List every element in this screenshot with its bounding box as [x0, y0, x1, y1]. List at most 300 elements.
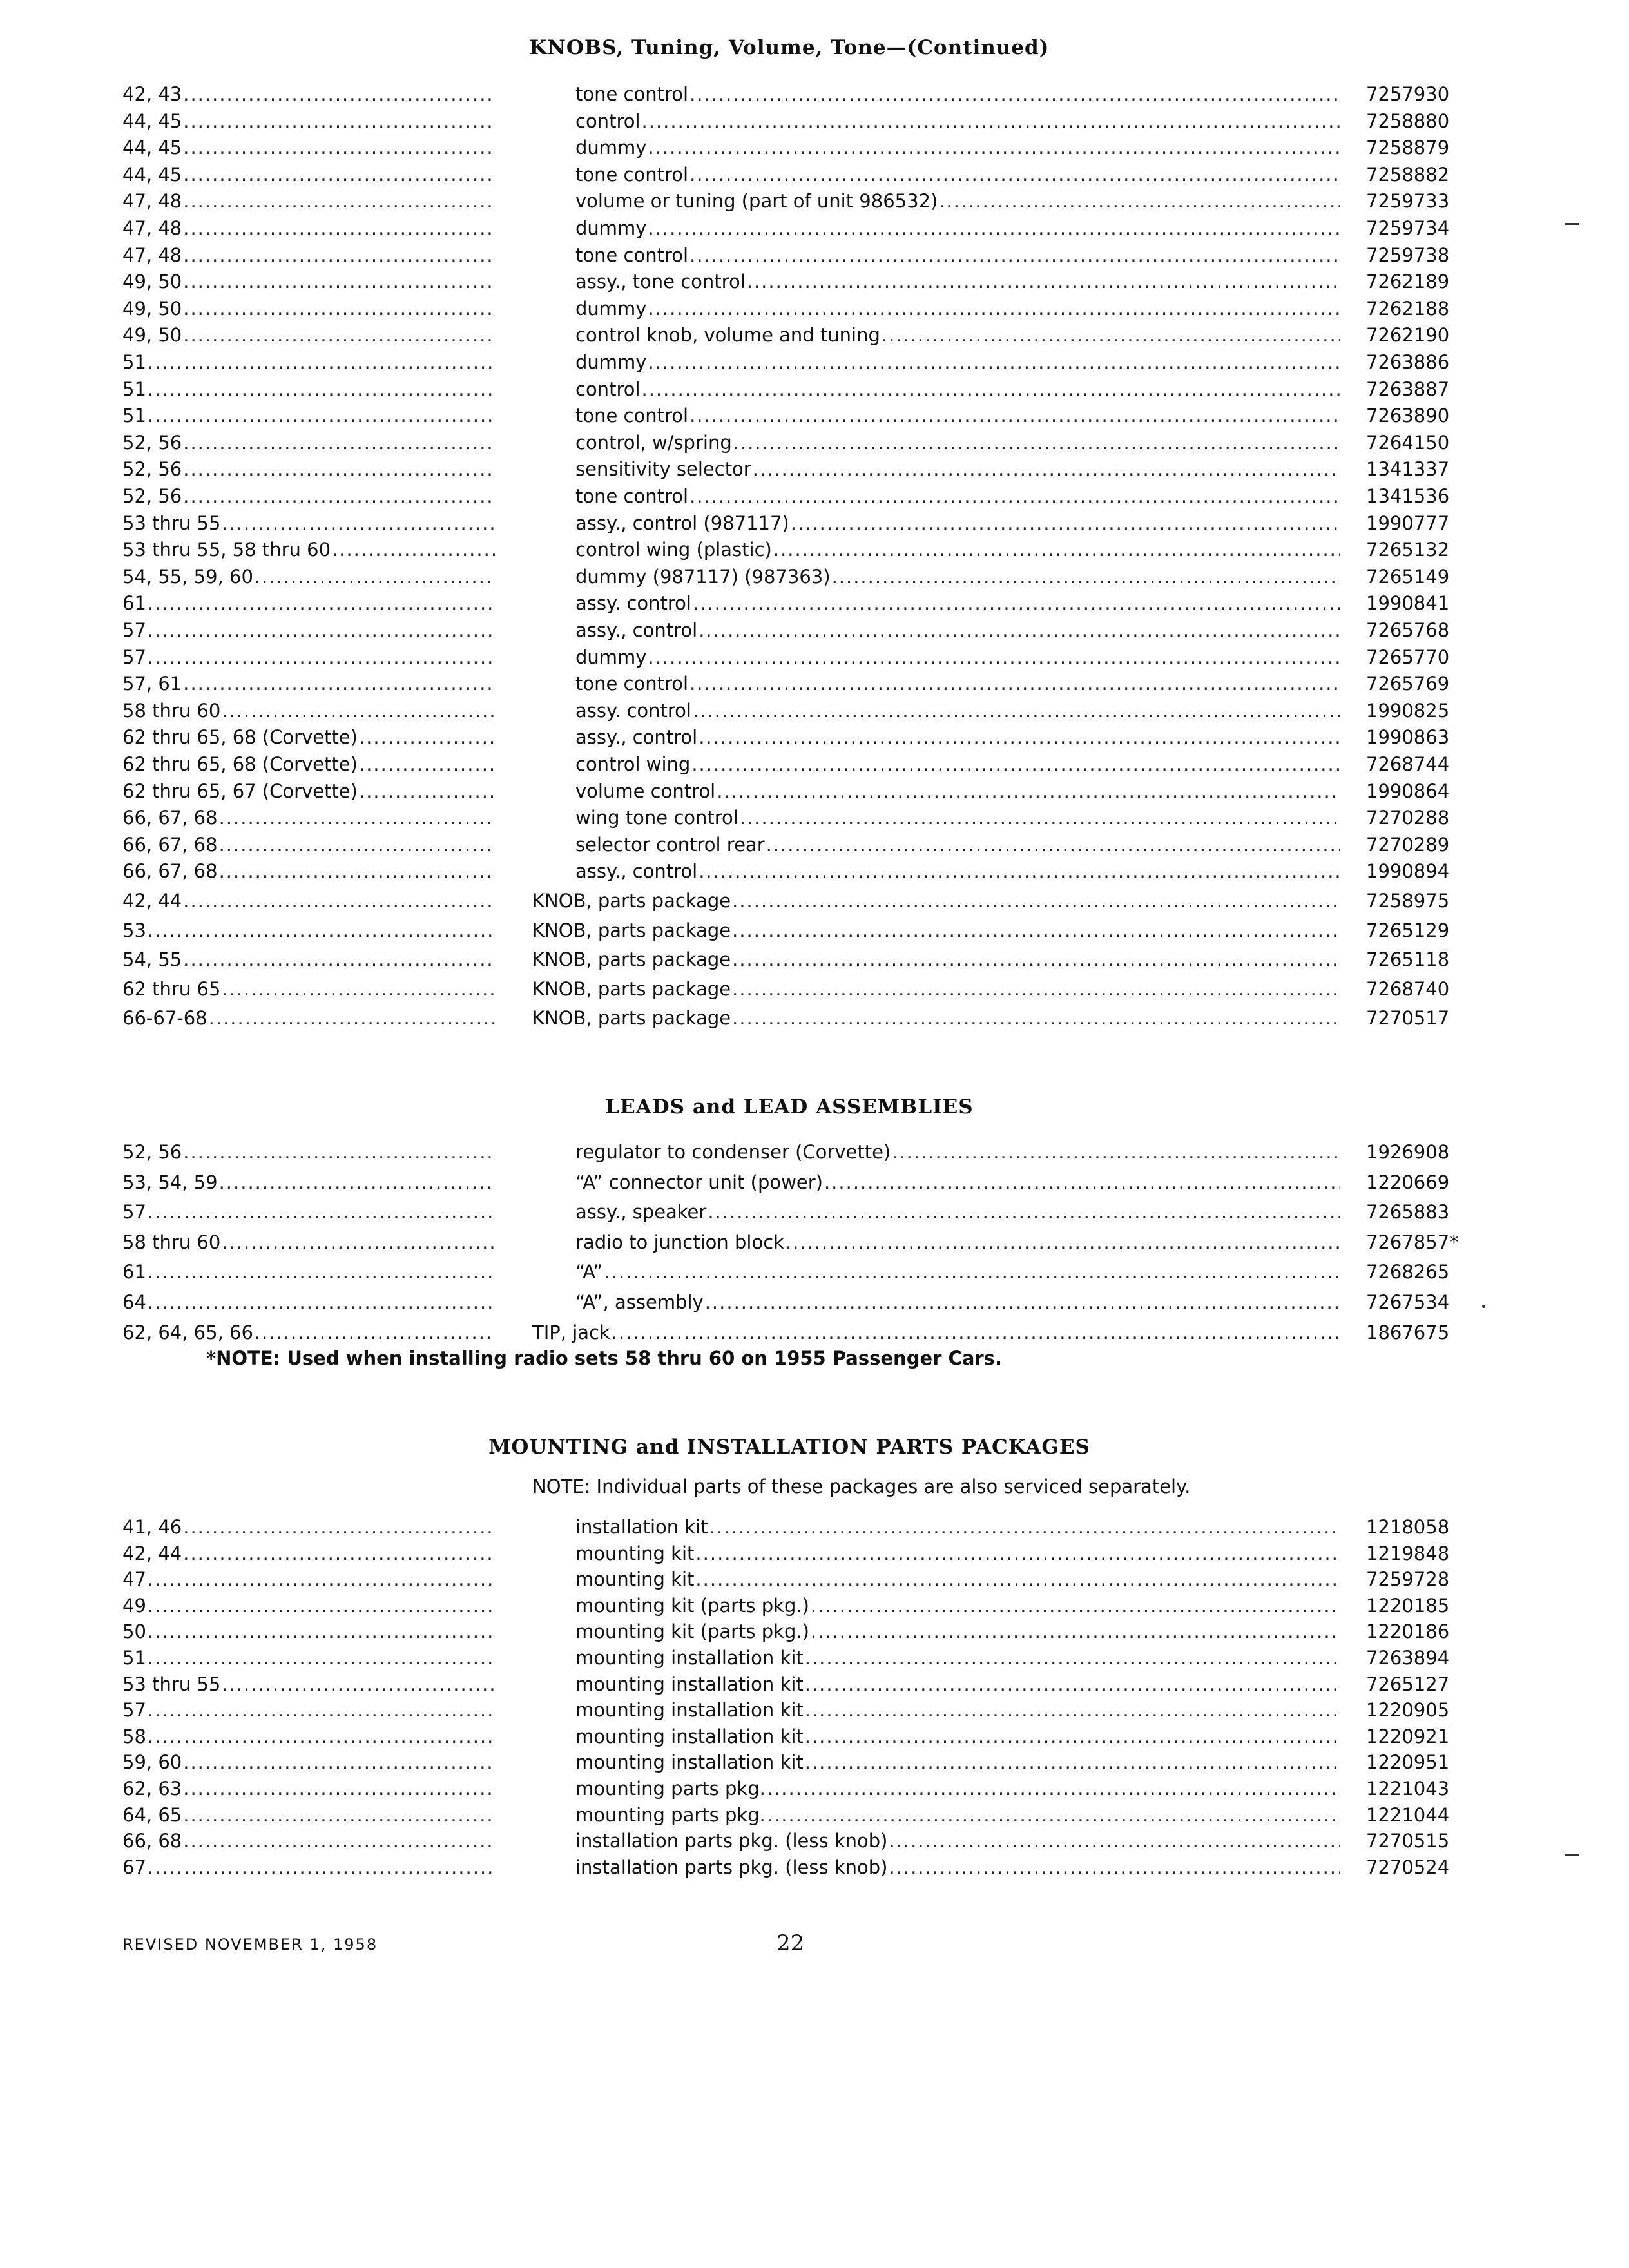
dot-leader — [182, 483, 495, 509]
dot-leader — [182, 888, 495, 914]
dot-leader — [182, 1139, 495, 1165]
dot-leader — [220, 510, 495, 536]
radio-set-cell — [122, 1724, 495, 1749]
radio-set-text: 61 — [122, 1261, 146, 1283]
dot-leader — [218, 832, 495, 858]
description-cell — [575, 430, 1340, 456]
dot-leader — [182, 456, 495, 482]
description-text: “A”, assembly — [575, 1291, 704, 1313]
dot-leader — [146, 376, 495, 402]
radio-set-text: 51 — [122, 1647, 146, 1669]
table-row — [0, 1828, 1629, 1854]
table-row — [0, 1229, 1629, 1255]
radio-set-text: 53 thru 55 — [122, 512, 221, 534]
radio-set-text: 51 — [122, 351, 146, 373]
part-number: 7257930 — [1366, 83, 1450, 105]
radio-set-text: 53, 54, 59 — [122, 1171, 218, 1193]
radio-set-cell — [122, 1320, 495, 1345]
radio-set-cell — [122, 430, 495, 456]
radio-set-cell — [122, 1169, 495, 1195]
radio-set-text: 66, 68 — [122, 1830, 182, 1852]
part-number: 1221044 — [1366, 1803, 1450, 1826]
part-number: 7265127 — [1366, 1673, 1450, 1695]
dot-leader — [146, 1593, 495, 1619]
part-number: 1990825 — [1366, 699, 1450, 722]
part-number: 7263894 — [1366, 1647, 1450, 1669]
part-number: 1341536 — [1366, 485, 1450, 507]
radio-set-text: 49 — [122, 1594, 146, 1617]
radio-set-text: 64, 65 — [122, 1803, 182, 1826]
radio-set-cell — [122, 242, 495, 268]
description-cell — [575, 456, 1340, 482]
table-row — [0, 671, 1629, 697]
description-cell — [575, 1776, 1340, 1802]
description-text: tone control — [575, 673, 689, 695]
dot-leader — [207, 1005, 495, 1031]
dot-leader — [603, 1259, 1340, 1285]
dot-leader — [765, 832, 1340, 858]
radio-set-cell — [122, 188, 495, 214]
description-cell — [575, 322, 1340, 348]
table-row — [0, 242, 1629, 268]
margin-mark — [1565, 1854, 1579, 1856]
part-number: 7265129 — [1366, 919, 1450, 941]
radio-set-cell — [122, 1259, 495, 1285]
description-cell — [575, 483, 1340, 509]
table-row — [0, 858, 1629, 884]
radio-set-cell — [122, 108, 495, 134]
table-row — [0, 349, 1629, 375]
dot-leader — [146, 1619, 495, 1644]
radio-set-cell — [122, 832, 495, 858]
dot-leader — [731, 918, 1340, 943]
part-number: 1990863 — [1366, 726, 1450, 749]
dot-leader — [731, 1005, 1340, 1031]
part-number: 7267534 — [1366, 1291, 1450, 1313]
description-text: assy., control — [575, 619, 698, 641]
dot-leader — [691, 590, 1340, 616]
dot-leader — [694, 1541, 1340, 1566]
part-number: 7262188 — [1366, 297, 1450, 320]
part-number: 1341337 — [1366, 458, 1450, 481]
description-cell — [575, 1749, 1340, 1775]
radio-set-cell — [122, 1514, 495, 1540]
dot-leader — [646, 296, 1340, 322]
dot-leader — [146, 644, 495, 670]
radio-set-cell — [122, 483, 495, 509]
description-cell — [575, 564, 1340, 590]
radio-set-text: 62, 64, 65, 66 — [122, 1321, 253, 1343]
description-text: volume or tuning (part of unit 986532) — [575, 190, 938, 213]
radio-set-cell — [122, 135, 495, 160]
dot-leader — [938, 188, 1340, 214]
dot-leader — [182, 81, 495, 107]
dot-leader — [766, 1802, 1340, 1828]
part-number: 7258882 — [1366, 163, 1450, 186]
part-number: 7263886 — [1366, 351, 1450, 373]
description-text: mounting kit (parts pkg.) — [575, 1620, 809, 1643]
description-text: KNOB, parts package — [532, 977, 731, 1000]
dot-leader — [831, 564, 1340, 590]
description-text: sensitivity selector — [575, 458, 751, 481]
dot-leader — [880, 322, 1340, 348]
description-cell — [575, 1566, 1340, 1592]
description-cell — [575, 751, 1340, 777]
description-text: TIP, jack — [532, 1321, 610, 1343]
radio-set-text: 57 — [122, 1201, 146, 1224]
table-row — [0, 376, 1629, 402]
dot-leader — [688, 242, 1340, 268]
part-number: 7264150 — [1366, 431, 1450, 454]
dot-leader — [804, 1697, 1340, 1723]
description-cell — [575, 188, 1340, 214]
radio-set-text: 47, 48 — [122, 190, 182, 213]
dot-leader — [182, 1514, 495, 1540]
part-number: 7270289 — [1366, 833, 1450, 856]
radio-set-text: 53 — [122, 919, 146, 941]
revision-date: REVISED NOVEMBER 1, 1958 — [122, 1936, 378, 1954]
part-number: 7268740 — [1366, 977, 1450, 1000]
description-cell — [575, 590, 1340, 616]
part-number: 7258880 — [1366, 110, 1450, 132]
table-row — [0, 1259, 1629, 1285]
description-cell — [575, 1697, 1340, 1723]
dot-leader — [641, 376, 1340, 402]
description-text: assy. control — [575, 699, 691, 722]
radio-set-cell — [122, 322, 495, 348]
description-cell — [575, 135, 1340, 160]
description-text: tone control — [575, 485, 689, 507]
description-cell — [575, 81, 1340, 107]
radio-set-cell — [122, 590, 495, 616]
description-cell — [532, 1005, 1340, 1031]
description-cell — [575, 215, 1340, 241]
description-cell — [575, 805, 1340, 831]
dot-leader — [253, 1320, 495, 1345]
dot-leader — [182, 322, 495, 348]
radio-set-cell — [122, 858, 495, 884]
part-number: 7265883 — [1366, 1201, 1450, 1224]
radio-set-text: 42, 43 — [122, 83, 182, 105]
table-row — [0, 564, 1629, 590]
description-text: KNOB, parts package — [532, 919, 731, 941]
radio-set-text: 62 thru 65 — [122, 977, 221, 1000]
dot-leader — [610, 1320, 1340, 1345]
dot-leader — [688, 81, 1340, 107]
description-cell — [575, 1169, 1340, 1195]
radio-set-text: 44, 45 — [122, 163, 182, 186]
dot-leader — [331, 537, 495, 562]
dot-leader — [772, 537, 1340, 562]
dot-leader — [182, 1776, 495, 1802]
dot-leader — [706, 1199, 1340, 1225]
dot-leader — [146, 403, 495, 428]
part-number: 7265132 — [1366, 539, 1450, 561]
table-row — [0, 510, 1629, 536]
description-text: mounting installation kit — [575, 1647, 804, 1669]
table-row — [0, 976, 1629, 1002]
description-text: assy., control — [575, 726, 698, 749]
dot-leader — [688, 671, 1340, 697]
table-row — [0, 1645, 1629, 1671]
radio-set-cell — [122, 888, 495, 914]
radio-set-cell — [122, 724, 495, 750]
radio-set-text: 62 thru 65, 68 (Corvette) — [122, 726, 358, 749]
dot-leader — [146, 1259, 495, 1285]
description-cell — [575, 644, 1340, 670]
dot-leader — [146, 1566, 495, 1592]
dot-leader — [804, 1671, 1340, 1697]
dot-leader — [789, 510, 1340, 536]
description-text: mounting installation kit — [575, 1751, 804, 1774]
dot-leader — [182, 162, 495, 187]
dot-leader — [220, 1671, 495, 1697]
table-row — [0, 1697, 1629, 1723]
radio-set-text: 53 thru 55, 58 thru 60 — [122, 539, 331, 561]
radio-set-cell — [122, 1697, 495, 1723]
dot-leader — [146, 590, 495, 616]
part-number: 7270524 — [1366, 1856, 1450, 1878]
description-text: mounting parts pkg. — [575, 1803, 766, 1826]
description-cell — [575, 1259, 1340, 1285]
description-text: KNOB, parts package — [532, 1007, 731, 1030]
radio-set-text: 47, 48 — [122, 244, 182, 266]
description-cell — [575, 724, 1340, 750]
table-row — [0, 888, 1629, 914]
description-text: mounting installation kit — [575, 1699, 804, 1722]
description-cell — [575, 108, 1340, 134]
radio-set-cell — [122, 805, 495, 831]
part-number: 1990777 — [1366, 512, 1450, 534]
leads-footnote: *NOTE: Used when installing radio sets 58 thru 60 on 1955 Passenger Cars. — [206, 1347, 1002, 1369]
dot-leader — [358, 778, 495, 804]
dot-leader — [804, 1724, 1340, 1749]
dot-leader — [691, 698, 1340, 724]
description-text: KNOB, parts package — [532, 890, 731, 912]
description-text: mounting kit — [575, 1568, 695, 1591]
radio-set-cell — [122, 1749, 495, 1775]
description-cell — [575, 1199, 1340, 1225]
table-row — [0, 1802, 1629, 1828]
part-number: 7262189 — [1366, 271, 1450, 293]
dot-leader — [690, 751, 1340, 777]
description-text: control, w/spring — [575, 431, 732, 454]
description-cell — [575, 1593, 1340, 1619]
radio-set-cell — [122, 1802, 495, 1828]
radio-set-cell — [122, 296, 495, 322]
part-number: 1219848 — [1366, 1542, 1450, 1564]
dot-leader — [646, 135, 1340, 160]
dot-leader — [253, 564, 495, 590]
dot-leader — [146, 1724, 495, 1749]
radio-set-text: 62 thru 65, 68 (Corvette) — [122, 753, 358, 775]
description-cell — [575, 832, 1340, 858]
dot-leader — [688, 483, 1340, 509]
description-cell — [532, 888, 1340, 914]
radio-set-cell — [122, 1005, 495, 1031]
table-row — [0, 1619, 1629, 1644]
description-cell — [575, 403, 1340, 428]
radio-set-cell — [122, 617, 495, 643]
description-cell — [575, 376, 1340, 402]
dot-leader — [182, 1802, 495, 1828]
table-row — [0, 698, 1629, 724]
dot-leader — [715, 778, 1340, 804]
radio-set-text: 66-67-68 — [122, 1007, 207, 1030]
mounting-note: NOTE: Individual parts of these packages are also serviced separately. — [532, 1475, 1191, 1497]
dot-leader — [646, 644, 1340, 670]
dot-leader — [891, 1139, 1340, 1165]
part-number: 1220669 — [1366, 1171, 1450, 1193]
radio-set-text: 47 — [122, 1568, 146, 1591]
dot-leader — [804, 1645, 1340, 1671]
radio-set-text: 49, 50 — [122, 271, 182, 293]
radio-set-cell — [122, 778, 495, 804]
dot-leader — [731, 947, 1340, 972]
description-cell — [575, 1802, 1340, 1828]
dot-leader — [182, 242, 495, 268]
table-row — [0, 1320, 1629, 1345]
part-number: 7268744 — [1366, 753, 1450, 775]
part-number: 7259728 — [1366, 1568, 1450, 1591]
radio-set-text: 66, 67, 68 — [122, 833, 218, 856]
dot-leader — [220, 698, 495, 724]
radio-set-text: 57 — [122, 619, 146, 641]
radio-set-text: 61 — [122, 592, 146, 615]
dot-leader — [182, 215, 495, 241]
table-row — [0, 1139, 1629, 1165]
dot-leader — [182, 188, 495, 214]
table-row — [0, 805, 1629, 831]
description-cell — [575, 698, 1340, 724]
radio-set-text: 57 — [122, 1699, 146, 1722]
table-row — [0, 108, 1629, 134]
dot-leader — [182, 108, 495, 134]
description-cell — [575, 778, 1340, 804]
description-text: mounting installation kit — [575, 1725, 804, 1747]
description-cell — [575, 349, 1340, 375]
description-text: tone control — [575, 405, 689, 427]
table-row — [0, 1724, 1629, 1749]
part-number: 1220951 — [1366, 1751, 1450, 1774]
radio-set-cell — [122, 1828, 495, 1854]
radio-set-text: 64 — [122, 1291, 146, 1313]
part-number: 7265770 — [1366, 646, 1450, 668]
description-text: dummy — [575, 137, 647, 159]
radio-set-text: 53 thru 55 — [122, 1673, 221, 1695]
part-number: 7270517 — [1366, 1007, 1450, 1030]
description-cell — [575, 1514, 1340, 1540]
radio-set-text: 42, 44 — [122, 1542, 182, 1564]
description-text: “A” — [575, 1261, 603, 1283]
margin-mark — [1565, 223, 1579, 225]
radio-set-cell — [122, 918, 495, 943]
radio-set-cell — [122, 1645, 495, 1671]
radio-set-text: 52, 56 — [122, 431, 182, 454]
description-text: mounting parts pkg. — [575, 1778, 766, 1800]
dot-leader — [731, 976, 1340, 1002]
part-number: 7258879 — [1366, 137, 1450, 159]
radio-set-cell — [122, 215, 495, 241]
description-cell — [575, 269, 1340, 294]
dot-leader — [358, 751, 495, 777]
table-row — [0, 644, 1629, 670]
dot-leader — [146, 349, 495, 375]
description-text: dummy — [575, 646, 647, 668]
description-text: dummy — [575, 351, 647, 373]
radio-set-text: 47, 48 — [122, 217, 182, 239]
description-cell — [575, 1139, 1340, 1165]
dot-leader — [146, 1854, 495, 1880]
description-cell — [575, 671, 1340, 697]
table-row — [0, 215, 1629, 241]
radio-set-cell — [122, 751, 495, 777]
description-text: KNOB, parts package — [532, 948, 731, 971]
part-number: 1867675 — [1366, 1321, 1450, 1343]
radio-set-text: 44, 45 — [122, 110, 182, 132]
radio-set-text: 62 thru 65, 67 (Corvette) — [122, 780, 358, 802]
section-title-leads: LEADS and LEAD ASSEMBLIES — [605, 1095, 974, 1119]
description-text: tone control — [575, 244, 689, 266]
radio-set-text: 49, 50 — [122, 297, 182, 320]
part-number: 7265149 — [1366, 565, 1450, 588]
description-text: assy., speaker — [575, 1201, 707, 1224]
radio-set-cell — [122, 1593, 495, 1619]
radio-set-cell — [122, 1776, 495, 1802]
description-cell — [575, 1828, 1340, 1854]
dot-leader — [688, 162, 1340, 187]
description-cell — [532, 947, 1340, 972]
table-row — [0, 1776, 1629, 1802]
table-row — [0, 1169, 1629, 1195]
radio-set-cell — [122, 947, 495, 972]
description-text: control wing (plastic) — [575, 539, 772, 561]
dot-leader — [809, 1593, 1340, 1619]
radio-set-text: 67 — [122, 1856, 146, 1878]
section-title-knobs: KNOBS, Tuning, Volume, Tone—(Continued) — [529, 36, 1050, 59]
description-text: control knob, volume and tuning — [575, 324, 880, 347]
dot-leader — [887, 1828, 1340, 1854]
dot-leader — [182, 135, 495, 160]
section-title-mounting: MOUNTING and INSTALLATION PARTS PACKAGES — [488, 1436, 1090, 1459]
part-number: 7268265 — [1366, 1261, 1450, 1283]
scan-speck — [1482, 1305, 1485, 1308]
description-cell — [575, 1854, 1340, 1880]
dot-leader — [751, 456, 1340, 482]
table-row — [0, 135, 1629, 160]
dot-leader — [823, 1169, 1340, 1195]
dot-leader — [358, 724, 495, 750]
radio-set-text: 58 thru 60 — [122, 699, 221, 722]
table-row — [0, 456, 1629, 482]
radio-set-cell — [122, 1566, 495, 1592]
table-row — [0, 1854, 1629, 1880]
radio-set-cell — [122, 269, 495, 294]
radio-set-text: 54, 55, 59, 60 — [122, 565, 253, 588]
dot-leader — [182, 1749, 495, 1775]
dot-leader — [784, 1229, 1340, 1255]
description-text: dummy (987117) (987363) — [575, 565, 831, 588]
part-number: 7258975 — [1366, 890, 1450, 912]
dot-leader — [732, 430, 1340, 456]
part-number: 7263887 — [1366, 378, 1450, 400]
table-row — [0, 832, 1629, 858]
dot-leader — [220, 1229, 495, 1255]
table-row — [0, 188, 1629, 214]
dot-leader — [146, 1289, 495, 1315]
table-row — [0, 617, 1629, 643]
dot-leader — [218, 805, 495, 831]
